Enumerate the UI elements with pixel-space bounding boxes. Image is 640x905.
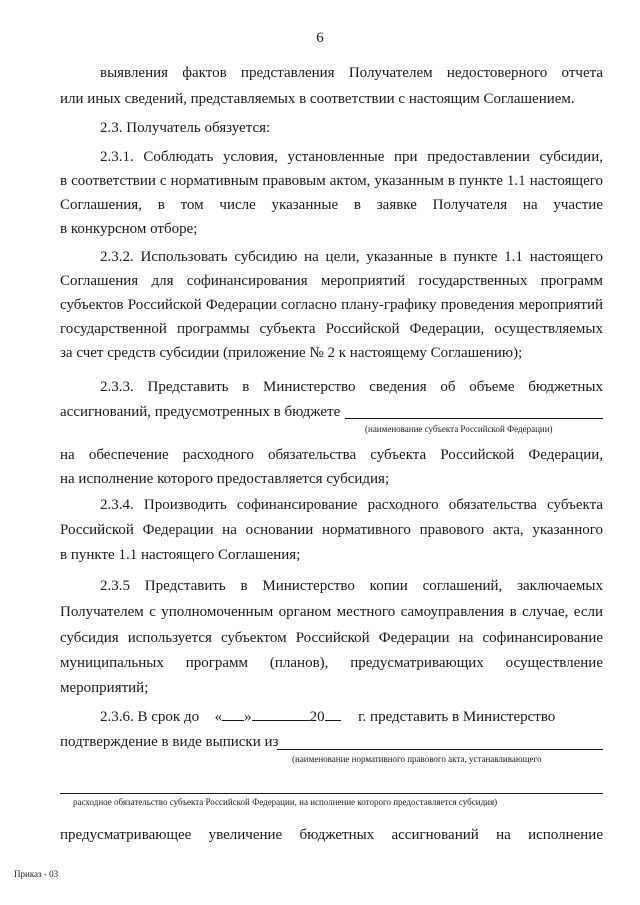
text-line: на обеспечение расходного обязательства субъекта Российской Федерации, [60,447,603,463]
blank-line-obligation [60,793,603,794]
text-line: 2.3.4. Производить софинансирование расходного обязательства субъекта [100,497,603,513]
text-line: 2.3.5 Представить в Министерство копии соглашений, заключаемых [100,578,603,594]
text-line: субъектов Российской Федерации согласно плану-графику проведения мероприятий [60,297,603,313]
text-line: выявления фактов представления Получателем недостоверного отчета [100,65,603,81]
caption-subject-name: (наименование субъекта Российской Федерации) [365,424,553,434]
text-line: 2.3.2. Использовать субсидию на цели, указанные в пункте 1.1 настоящего [100,249,603,265]
text-line: предусматривающее увеличение бюджетных ассигнований на исполнение [60,827,603,843]
blank-line-act [277,749,603,750]
text-line: или иных сведений, представляемых в соответствии с настоящим Соглашением. [60,91,575,107]
deadline-line [100,707,603,726]
blank-line-subject [345,418,603,419]
caption-act-name: (наименование нормативного правового акта, устанавливающего [292,754,542,764]
blank-year [325,707,341,721]
blank-month [252,707,310,721]
page-number: 6 [316,30,324,46]
text-line: 2.3. Получатель обязуется: [100,120,271,136]
deadline-suffix: г. представить в Министерство [358,709,556,725]
text-line: подтверждение в виде выписки из [60,734,279,750]
deadline-prefix: 2.3.6. В срок до [100,709,200,725]
text-line: в пункте 1.1 настоящего Соглашения; [60,547,301,563]
text-line: в конкурсном отборе; [60,221,198,237]
text-line: муниципальных программ (планов), предусматривающих осуществление [60,655,603,671]
footer-label: Приказ - 03 [14,869,59,879]
text-line: Соглашения для софинансирования мероприятий государственных программ [60,273,603,289]
text-line: Соглашения, в том числе указанные в заявке Получателя на участие [60,197,603,213]
blank-day [222,707,244,721]
text-line: мероприятий; [60,680,149,696]
year-prefix: 20 [309,709,325,725]
text-line: субсидия используется субъектом Российской Федерации на софинансирование [60,630,603,646]
text-line: на исполнение которого предоставляется субсидия; [60,471,390,487]
text-line: 2.3.3. Представить в Министерство сведения об объеме бюджетных [100,379,603,395]
text-line: в соответствии с нормативным правовым актом, указанным в пункте 1.1 настоящего [60,173,603,189]
text-line: Получателем с уполномоченным органом местного самоуправления в случае, если [60,604,603,620]
text-line: ассигнований, предусмотренных в бюджете [60,404,341,420]
close-quote: » [244,709,252,725]
text-line: государственной программы субъекта Российской Федерации, осуществляемых [60,321,603,337]
text-line: за счет средств субсидии (приложение № 2 к настоящему Соглашению); [60,345,523,361]
text-line: Российской Федерации на основании нормативного правового акта, указанного [60,522,603,538]
text-line: 2.3.1. Соблюдать условия, установленные при предоставлении субсидии, [100,149,603,165]
caption-obligation: расходное обязательство субъекта Российской Федерации, на исполнение которого предоставляется субсидия) [73,797,498,807]
open-quote: « [214,709,223,725]
